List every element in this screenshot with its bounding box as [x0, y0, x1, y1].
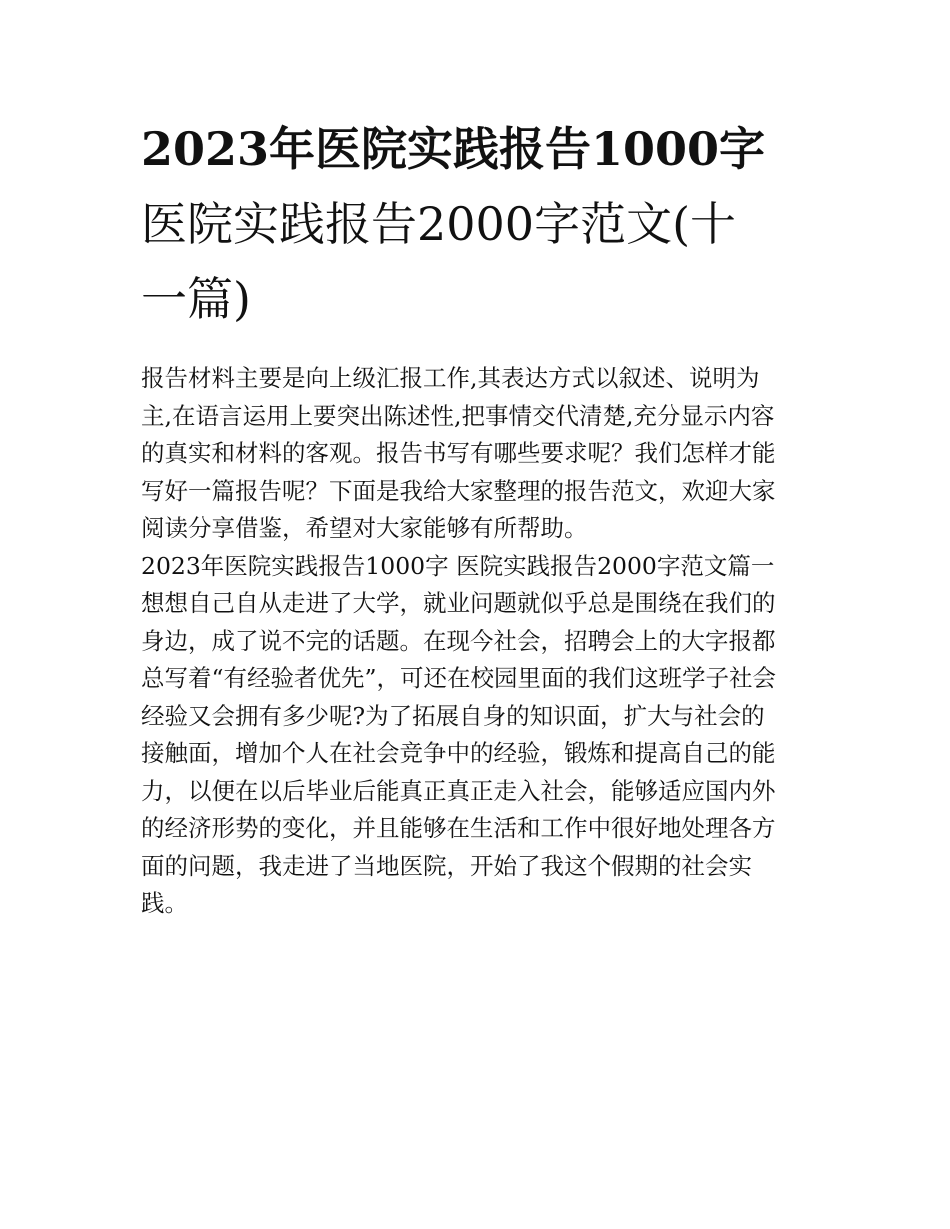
intro-line: 报告材料主要是向上级汇报工作,其表达方式以叙述、说明为 — [141, 364, 760, 392]
title-line-3: 一篇) — [141, 272, 251, 326]
title-line-1: 2023年医院实践报告1000字 — [141, 122, 766, 176]
intro-line: 阅读分享借鉴，希望对大家能够有所帮助。 — [141, 514, 588, 542]
body-line: 经验又会拥有多少呢?为了拓展自身的知识面，扩大与社会的 — [141, 701, 765, 730]
document-title — [141, 112, 813, 337]
intro-line: 写好一篇报告呢？下面是我给大家整理的报告范文，欢迎大家 — [141, 476, 776, 505]
body-line: 的经济形势的变化，并且能够在生活和工作中很好地处理各方 — [141, 814, 776, 842]
section-heading-text: 2023年医院实践报告1000字 医院实践报告2000字范文篇一 — [141, 551, 775, 580]
body-line: 身边，成了说不完的话题。在现今社会，招聘会上的大字报都 — [141, 626, 776, 655]
body-line: 想想自己自从走进了大学，就业问题就似乎总是围绕在我们的 — [141, 589, 776, 617]
body-line: 总写着“有经验者优先”，可还在校园里面的我们这班学子社会 — [141, 664, 777, 692]
document-page — [141, 112, 813, 923]
section-heading — [141, 548, 813, 586]
intro-line: 的真实和材料的客观。报告书写有哪些要求呢？我们怎样才能 — [141, 439, 776, 467]
body-line: 接触面，增加个人在社会竞争中的经验，锻炼和提高自己的能 — [141, 739, 776, 767]
body-paragraph — [141, 585, 813, 923]
body-line: 面的问题，我走进了当地医院，开始了我这个假期的社会实 — [141, 851, 752, 880]
title-line-2: 医院实践报告2000字范文(十 — [141, 197, 737, 251]
body-line: 践。 — [141, 889, 188, 917]
intro-line: 主,在语言运用上要突出陈述性,把事情交代清楚,充分显示内容 — [141, 401, 775, 430]
intro-paragraph — [141, 360, 813, 548]
body-line: 力，以便在以后毕业后能真正真正走入社会，能够适应国内外 — [141, 776, 776, 805]
